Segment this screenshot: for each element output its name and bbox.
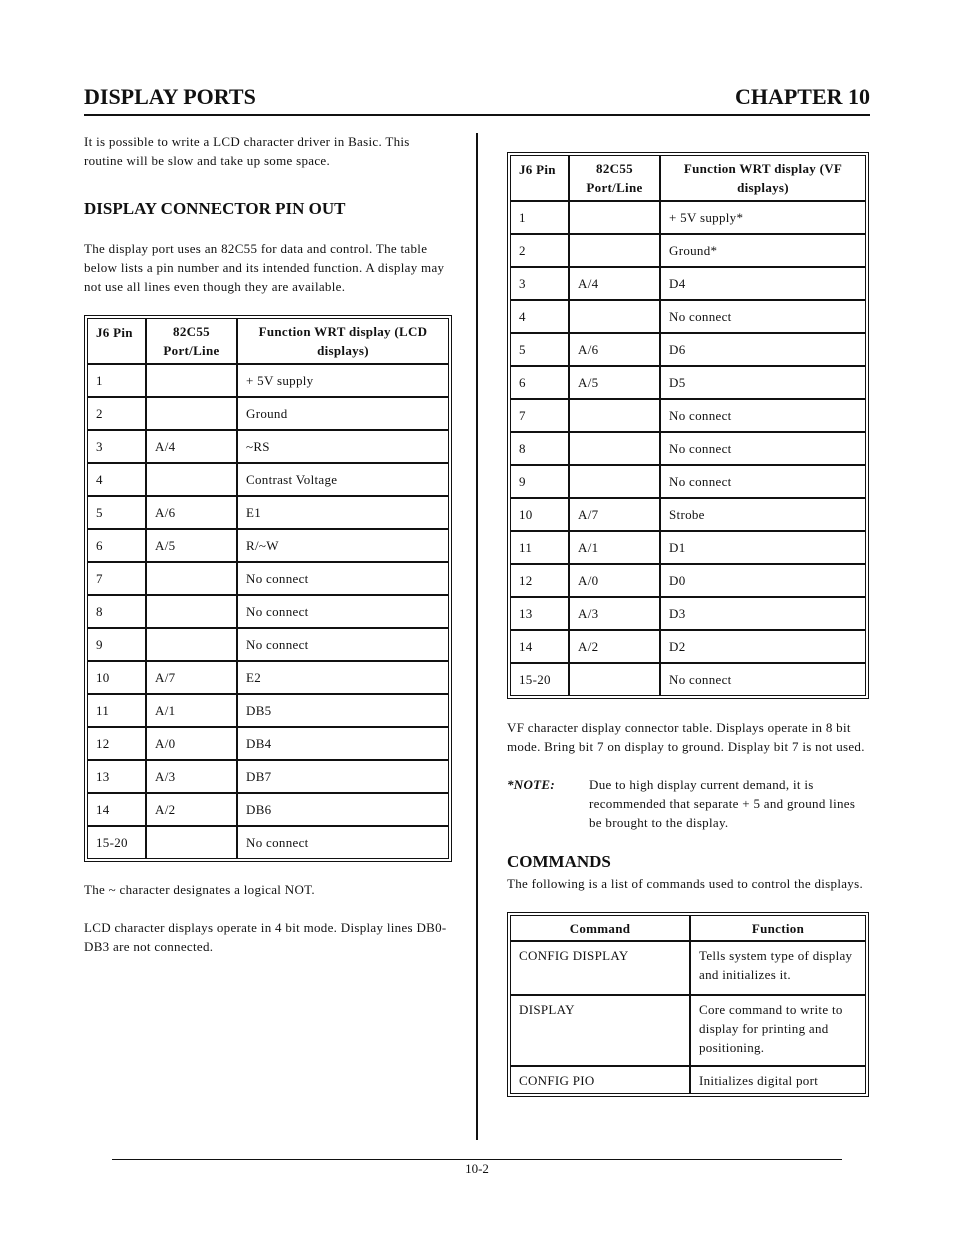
vf-table-cell: 2 <box>510 234 569 267</box>
vf-caption: VF character display connector table. Displays operate in 8 bit mode. Bring bit 7 on display to ground. Display bit 7 is not used. <box>507 720 865 754</box>
lcd-table-cell <box>146 364 237 397</box>
lcd-table-row <box>87 562 449 595</box>
lcd-table-row <box>87 364 449 397</box>
vf-table-cell: 8 <box>510 432 569 465</box>
lcd-table-cell: 3 <box>87 430 146 463</box>
vf-table-row <box>510 366 866 399</box>
lcd-table-cell: DB6 <box>237 793 449 826</box>
lcd-table-cell <box>146 463 237 496</box>
vf-table-row <box>510 432 866 465</box>
lcd-table-cell <box>146 826 237 859</box>
lcd-table-row <box>87 430 449 463</box>
lcd-table-cell: 1 <box>87 364 146 397</box>
lcd-table-cell <box>146 595 237 628</box>
power-note <box>507 775 869 832</box>
lcd-table-cell: 2 <box>87 397 146 430</box>
vf-table-cell: A/1 <box>569 531 660 564</box>
lcd-table-row <box>87 595 449 628</box>
vf-table-cell: No connect <box>660 465 866 498</box>
left-column <box>84 132 452 956</box>
vf-table-cell: No connect <box>660 300 866 333</box>
page-title: DISPLAY PORTS <box>84 84 256 109</box>
vf-table-cell: A/3 <box>569 597 660 630</box>
lcd-table-cell: ~RS <box>237 430 449 463</box>
vf-table-row <box>510 498 866 531</box>
note-label: *NOTE: <box>507 777 556 792</box>
lcd-table-cell <box>146 628 237 661</box>
vf-table-cell: A/6 <box>569 333 660 366</box>
vf-table-cell <box>569 432 660 465</box>
lcd-table-cell: DB5 <box>237 694 449 727</box>
commands-paragraph: The following is a list of commands used to control the displays. <box>507 876 864 891</box>
vf-table-row <box>510 300 866 333</box>
lcd-table-cell: 6 <box>87 529 146 562</box>
vf-table-cell <box>569 300 660 333</box>
lcd-table-cell: 15-20 <box>87 826 146 859</box>
vf-header-port: 82C55 Port/Line <box>569 155 660 201</box>
vf-table-cell: 10 <box>510 498 569 531</box>
cmd-table-cell: Core command to write to display for printing and positioning. <box>690 995 866 1066</box>
lcd-table-cell: A/1 <box>146 694 237 727</box>
vf-table-cell: No connect <box>660 399 866 432</box>
vf-table-cell: 1 <box>510 201 569 234</box>
lcd-header-pin: J6 Pin <box>87 318 146 364</box>
pinout-paragraph: The display port uses an 82C55 for data and control. The table below lists a pin number and its intended function. A display may not use all lines even though they are available. <box>84 241 445 294</box>
lcd-table-row <box>87 694 449 727</box>
vf-table-cell <box>569 201 660 234</box>
lcd-table-cell: 7 <box>87 562 146 595</box>
lcd-table-row <box>87 397 449 430</box>
vf-table-cell: D5 <box>660 366 866 399</box>
lcd-table-row <box>87 496 449 529</box>
vf-table-cell: 9 <box>510 465 569 498</box>
lcd-table-cell: A/6 <box>146 496 237 529</box>
vf-table-cell <box>569 663 660 696</box>
cmd-table-row <box>510 995 866 1066</box>
vf-table-row <box>510 333 866 366</box>
lcd-table-cell: 4 <box>87 463 146 496</box>
vf-table-cell <box>569 465 660 498</box>
vf-table-cell: 12 <box>510 564 569 597</box>
vf-table-cell: D6 <box>660 333 866 366</box>
vf-table-cell <box>569 234 660 267</box>
section-title-commands: COMMANDS <box>507 852 611 871</box>
vf-table-cell: 13 <box>510 597 569 630</box>
lcd-table-cell: A/0 <box>146 727 237 760</box>
vf-table-row <box>510 234 866 267</box>
vf-table-cell: D4 <box>660 267 866 300</box>
lcd-table-cell: A/4 <box>146 430 237 463</box>
section-title-pinout: DISPLAY CONNECTOR PIN OUT <box>84 199 346 218</box>
lcd-table-row <box>87 793 449 826</box>
cmd-table-row <box>510 941 866 995</box>
lcd-table-cell: Contrast Voltage <box>237 463 449 496</box>
lcd-table-cell: 11 <box>87 694 146 727</box>
vf-table-cell: A/2 <box>569 630 660 663</box>
note-text: Due to high display current demand, it is recommended that separate + 5 and ground lines be brought to the display. <box>589 777 856 830</box>
lcd-table-cell: A/5 <box>146 529 237 562</box>
vf-table-cell: 5 <box>510 333 569 366</box>
lcd-table-cell: No connect <box>237 562 449 595</box>
lcd-table-cell: E1 <box>237 496 449 529</box>
vf-table-cell: 11 <box>510 531 569 564</box>
vf-header-pin: J6 Pin <box>510 155 569 201</box>
vf-table-row <box>510 399 866 432</box>
vf-table-cell: Ground* <box>660 234 866 267</box>
lcd-table-cell: DB7 <box>237 760 449 793</box>
vf-table-cell: 3 <box>510 267 569 300</box>
lcd-table-cell: 12 <box>87 727 146 760</box>
lcd-table-cell: A/3 <box>146 760 237 793</box>
commands-table <box>507 912 869 1097</box>
chapter-label: CHAPTER 10 <box>734 84 870 109</box>
vf-table-cell: A/7 <box>569 498 660 531</box>
cmd-header-function: Function <box>690 915 866 941</box>
lcd-mode-note: LCD character displays operate in 4 bit mode. Display lines DB0-DB3 are not connected. <box>84 920 447 954</box>
cmd-table-cell: Tells system type of display and initializes it. <box>690 941 866 995</box>
vf-table-cell: 7 <box>510 399 569 432</box>
lcd-table-row <box>87 529 449 562</box>
lcd-table-cell: E2 <box>237 661 449 694</box>
vf-table-cell: 15-20 <box>510 663 569 696</box>
intro-paragraph: It is possible to write a LCD character driver in Basic. This routine will be slow and take up some space. <box>84 134 410 168</box>
vf-table-cell: 14 <box>510 630 569 663</box>
footer-rule <box>112 1159 842 1160</box>
page-header <box>84 84 870 116</box>
lcd-table-row <box>87 760 449 793</box>
lcd-table-cell: R/~W <box>237 529 449 562</box>
cmd-table-cell: CONFIG PIO <box>510 1066 690 1094</box>
lcd-table-cell: 9 <box>87 628 146 661</box>
vf-table-row <box>510 564 866 597</box>
lcd-table-cell <box>146 397 237 430</box>
vf-table-row <box>510 201 866 234</box>
lcd-table-row <box>87 463 449 496</box>
vf-table-row <box>510 663 866 696</box>
vf-table-cell: No connect <box>660 432 866 465</box>
lcd-table-cell: Ground <box>237 397 449 430</box>
lcd-table-cell: No connect <box>237 826 449 859</box>
vf-header-function: Function WRT display (VF displays) <box>660 155 866 201</box>
vf-table-cell: Strobe <box>660 498 866 531</box>
lcd-table-cell: + 5V supply <box>237 364 449 397</box>
vf-table-cell: 6 <box>510 366 569 399</box>
cmd-table-cell: CONFIG DISPLAY <box>510 941 690 995</box>
vf-table-row <box>510 267 866 300</box>
lcd-table-row <box>87 628 449 661</box>
lcd-table-row <box>87 727 449 760</box>
lcd-table-row <box>87 826 449 859</box>
vf-table-cell: A/5 <box>569 366 660 399</box>
lcd-table-cell: 14 <box>87 793 146 826</box>
vf-table-cell: + 5V supply* <box>660 201 866 234</box>
vf-table-cell: A/0 <box>569 564 660 597</box>
vf-table-cell: D1 <box>660 531 866 564</box>
vf-table-cell: No connect <box>660 663 866 696</box>
lcd-header-port: 82C55 Port/Line <box>146 318 237 364</box>
lcd-table-cell: A/7 <box>146 661 237 694</box>
page-number: 10-2 <box>465 1161 489 1176</box>
vf-pin-table <box>507 152 869 699</box>
column-divider <box>476 133 478 1140</box>
lcd-table-cell: 13 <box>87 760 146 793</box>
vf-table-row <box>510 531 866 564</box>
vf-table-row <box>510 630 866 663</box>
lcd-table-cell: DB4 <box>237 727 449 760</box>
not-note: The ~ character designates a logical NOT. <box>84 882 315 897</box>
lcd-table-cell: 10 <box>87 661 146 694</box>
lcd-table-row <box>87 661 449 694</box>
cmd-table-cell: Initializes digital port <box>690 1066 866 1094</box>
vf-table-cell: D0 <box>660 564 866 597</box>
lcd-table-cell: A/2 <box>146 793 237 826</box>
cmd-table-row <box>510 1066 866 1094</box>
vf-table-cell: A/4 <box>569 267 660 300</box>
vf-table-row <box>510 465 866 498</box>
vf-table-cell: 4 <box>510 300 569 333</box>
lcd-pin-table <box>84 315 452 862</box>
lcd-table-cell <box>146 562 237 595</box>
cmd-table-cell: DISPLAY <box>510 995 690 1066</box>
cmd-header-command: Command <box>510 915 690 941</box>
vf-table-cell: D2 <box>660 630 866 663</box>
lcd-header-function: Function WRT display (LCD displays) <box>237 318 449 364</box>
lcd-table-cell: No connect <box>237 595 449 628</box>
vf-table-cell <box>569 399 660 432</box>
lcd-table-cell: No connect <box>237 628 449 661</box>
vf-table-cell: D3 <box>660 597 866 630</box>
right-column <box>507 152 869 1097</box>
lcd-table-cell: 5 <box>87 496 146 529</box>
lcd-table-cell: 8 <box>87 595 146 628</box>
vf-table-row <box>510 597 866 630</box>
